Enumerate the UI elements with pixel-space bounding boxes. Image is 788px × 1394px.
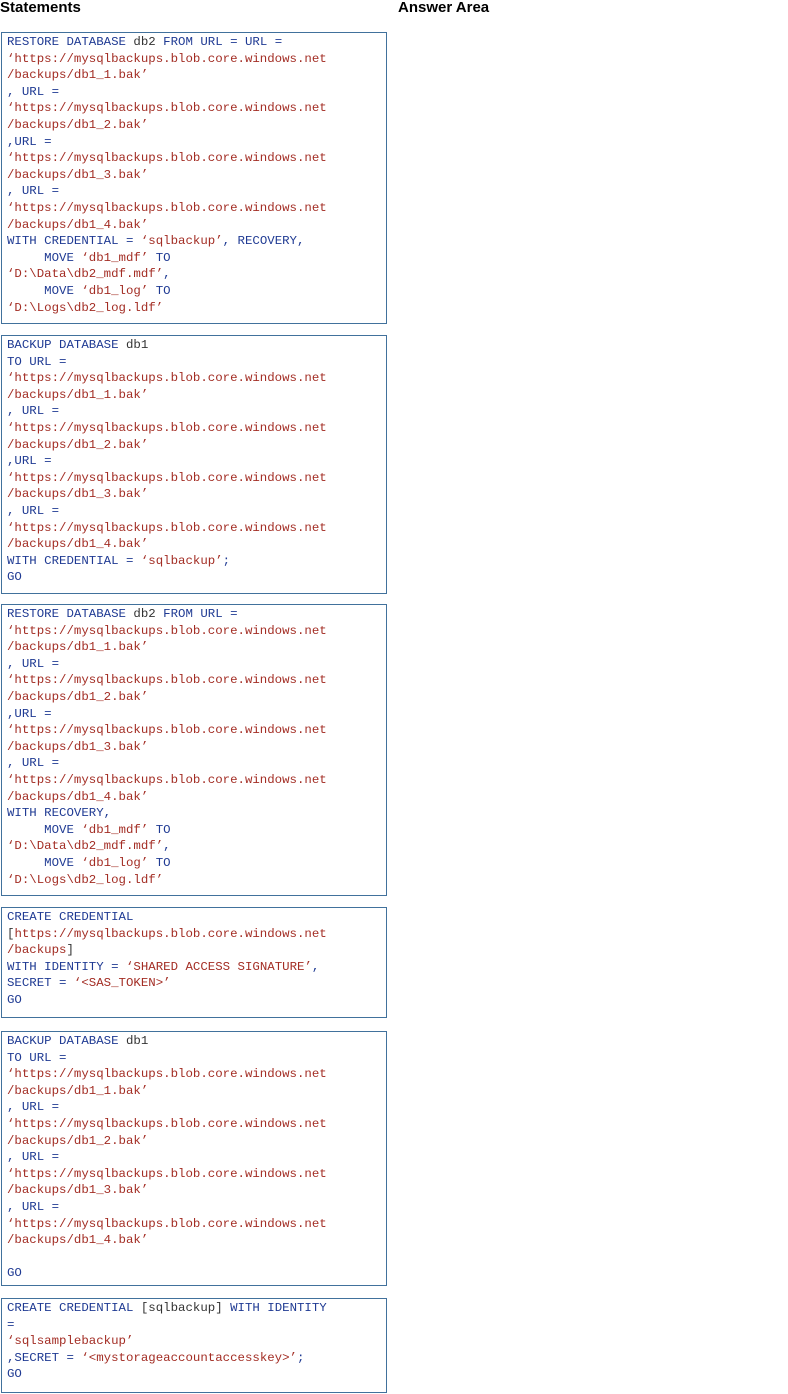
sql-string: ‘D:\Logs\db2_log.ldf’ bbox=[7, 872, 164, 887]
code-line bbox=[7, 569, 386, 586]
sql-keyword: ,URL = bbox=[7, 706, 52, 721]
sql-string: ‘https://mysqlbackups.blob.core.windows.net bbox=[7, 723, 327, 738]
code-line bbox=[7, 1350, 386, 1367]
sql-string: ‘<SAS_TOKEN>’ bbox=[73, 976, 171, 991]
code-line bbox=[7, 1133, 386, 1150]
statement-box-backup-database[interactable] bbox=[1, 1031, 387, 1286]
code-line bbox=[7, 150, 386, 167]
code-line bbox=[7, 789, 386, 806]
code-line bbox=[7, 1300, 386, 1317]
code-line bbox=[7, 453, 386, 470]
sql-string: https://mysqlbackups.blob.core.windows.net bbox=[14, 926, 327, 941]
code-line bbox=[7, 1317, 386, 1334]
sql-keyword: CREATE CREDENTIAL bbox=[7, 910, 134, 924]
code-line bbox=[7, 503, 386, 520]
sql-string: ‘https://mysqlbackups.blob.core.windows.net bbox=[7, 470, 327, 485]
code-line bbox=[7, 536, 386, 553]
sql-keyword: , URL = bbox=[7, 503, 60, 518]
sql-string: /backups/db1_2.bak’ bbox=[7, 1133, 149, 1148]
code-line bbox=[7, 403, 386, 420]
sql-keyword: GO bbox=[7, 570, 22, 585]
sql-string: ‘https://mysqlbackups.blob.core.windows.net bbox=[7, 1216, 327, 1231]
sql-string: ‘https://mysqlbackups.blob.core.windows.net bbox=[7, 520, 327, 535]
sql-keyword: GO bbox=[7, 1266, 22, 1281]
sql-string: ‘https://mysqlbackups.blob.core.windows.net bbox=[7, 101, 327, 116]
code-line bbox=[7, 1033, 386, 1050]
sql-keyword: = bbox=[7, 1317, 15, 1332]
code-line bbox=[7, 167, 386, 184]
sql-keyword: TO URL = bbox=[7, 1050, 67, 1065]
code-line bbox=[7, 755, 386, 772]
sql-string: ‘D:\Logs\db2_log.ldf’ bbox=[7, 300, 164, 315]
code-line bbox=[7, 689, 386, 706]
sql-string: ‘https://mysqlbackups.blob.core.windows.net bbox=[7, 772, 327, 787]
code-line bbox=[7, 233, 386, 250]
sql-keyword: , URL = bbox=[7, 1100, 60, 1115]
sql-string: ‘https://mysqlbackups.blob.core.windows.net bbox=[7, 200, 327, 215]
sql-keyword: , bbox=[163, 267, 171, 282]
code-line bbox=[7, 672, 386, 689]
sql-string: ‘sqlbackup’ bbox=[140, 553, 223, 568]
code-line bbox=[7, 1099, 386, 1116]
code-line bbox=[7, 420, 386, 437]
code-line bbox=[7, 872, 386, 889]
sql-keyword: GO bbox=[7, 992, 22, 1007]
statement-box-restore-with-recovery[interactable] bbox=[1, 604, 387, 896]
sql-string: /backups/db1_1.bak’ bbox=[7, 387, 149, 402]
answer-area-heading: Answer Area bbox=[398, 0, 490, 16]
code-line bbox=[7, 606, 386, 623]
code-line bbox=[7, 1265, 386, 1282]
sql-string: /backups/db1_4.bak’ bbox=[7, 789, 149, 804]
sql-keyword: FROM URL = bbox=[163, 607, 238, 621]
sql-string: ‘D:\Data\db2_mdf.mdf’ bbox=[7, 267, 164, 282]
sql-string: /backups/db1_1.bak’ bbox=[7, 68, 149, 83]
sql-keyword: MOVE bbox=[7, 250, 82, 265]
sql-string: ‘https://mysqlbackups.blob.core.windows.net bbox=[7, 371, 327, 386]
code-line bbox=[7, 283, 386, 300]
code-line bbox=[7, 337, 386, 354]
sql-string: /backups/db1_3.bak’ bbox=[7, 487, 149, 502]
code-line bbox=[7, 300, 386, 317]
sql-keyword: SECRET = bbox=[7, 976, 74, 991]
sql-keyword: , URL = bbox=[7, 1150, 60, 1165]
sql-keyword: , RECOVERY, bbox=[222, 234, 305, 249]
sql-keyword: TO URL = bbox=[7, 354, 67, 369]
sql-keyword: , URL = bbox=[7, 1199, 60, 1214]
code-line bbox=[7, 855, 386, 872]
sql-identifier: db1 bbox=[125, 338, 149, 352]
code-line bbox=[7, 1066, 386, 1083]
code-line bbox=[7, 1182, 386, 1199]
sql-keyword: ,URL = bbox=[7, 454, 52, 469]
code-line bbox=[7, 805, 386, 822]
sql-string: ‘sqlsamplebackup’ bbox=[7, 1334, 134, 1349]
code-line bbox=[7, 772, 386, 789]
sql-keyword: ,SECRET = bbox=[7, 1350, 82, 1365]
code-line bbox=[7, 992, 386, 1009]
sql-string: /backups/db1_3.bak’ bbox=[7, 739, 149, 754]
code-line bbox=[7, 909, 386, 926]
sql-string: /backups/db1_4.bak’ bbox=[7, 537, 149, 552]
code-line bbox=[7, 100, 386, 117]
sql-identifier: ] bbox=[66, 943, 74, 958]
sql-keyword: MOVE bbox=[7, 283, 82, 298]
code-line bbox=[7, 656, 386, 673]
statements-heading: Statements bbox=[0, 0, 81, 16]
sql-string: ‘db1_log’ bbox=[81, 283, 149, 298]
code-line bbox=[7, 200, 386, 217]
sql-string: ‘D:\Data\db2_mdf.mdf’ bbox=[7, 839, 164, 854]
code-line bbox=[7, 217, 386, 234]
sql-string: ‘SHARED ACCESS SIGNATURE’ bbox=[125, 959, 312, 974]
code-line bbox=[7, 822, 386, 839]
code-line bbox=[7, 1333, 386, 1350]
code-line bbox=[7, 266, 386, 283]
sql-keyword: ; bbox=[297, 1350, 305, 1365]
sql-string: ‘https://mysqlbackups.blob.core.windows.net bbox=[7, 151, 327, 166]
code-line bbox=[7, 1083, 386, 1100]
sql-keyword: , URL = bbox=[7, 756, 60, 771]
code-line bbox=[7, 1166, 386, 1183]
code-line bbox=[7, 183, 386, 200]
code-line bbox=[7, 926, 386, 943]
statement-box-backup-with-credential[interactable] bbox=[1, 335, 387, 594]
sql-keyword: , bbox=[163, 839, 171, 854]
code-line bbox=[7, 639, 386, 656]
sql-string: ‘<mystorageaccountaccesskey>’ bbox=[81, 1350, 297, 1365]
sql-keyword: TO bbox=[148, 822, 171, 837]
code-line bbox=[7, 134, 386, 151]
sql-string: ‘db1_mdf’ bbox=[81, 822, 149, 837]
sql-keyword: WITH RECOVERY, bbox=[7, 806, 112, 821]
sql-string: ‘https://mysqlbackups.blob.core.windows.net bbox=[7, 623, 327, 638]
sql-keyword: MOVE bbox=[7, 855, 82, 870]
sql-string: ‘https://mysqlbackups.blob.core.windows.net bbox=[7, 1166, 327, 1181]
sql-string: /backups/db1_3.bak’ bbox=[7, 1183, 149, 1198]
sql-keyword: TO bbox=[148, 250, 171, 265]
sql-keyword: WITH IDENTITY bbox=[230, 1301, 327, 1315]
sql-keyword: , bbox=[311, 959, 320, 974]
sql-keyword: TO bbox=[148, 855, 171, 870]
sql-string: /backups/db1_2.bak’ bbox=[7, 689, 149, 704]
sql-keyword: FROM URL = URL = bbox=[163, 35, 283, 49]
code-line bbox=[7, 553, 386, 570]
code-line bbox=[7, 1199, 386, 1216]
sql-keyword: WITH CREDENTIAL = bbox=[7, 553, 141, 568]
sql-keyword: BACKUP DATABASE bbox=[7, 1034, 126, 1048]
code-line bbox=[7, 942, 386, 959]
code-line bbox=[7, 354, 386, 371]
code-line bbox=[7, 959, 386, 976]
sql-keyword: RESTORE DATABASE bbox=[7, 607, 134, 621]
sql-string: ‘https://mysqlbackups.blob.core.windows.net bbox=[7, 1067, 327, 1082]
code-line bbox=[7, 520, 386, 537]
sql-string: ‘db1_mdf’ bbox=[81, 250, 149, 265]
sql-keyword: GO bbox=[7, 1367, 22, 1382]
sql-string: /backups/db1_3.bak’ bbox=[7, 167, 149, 182]
sql-keyword: WITH IDENTITY = bbox=[7, 959, 126, 974]
statement-box-create-key-credential[interactable] bbox=[1, 1298, 387, 1393]
code-line bbox=[7, 1216, 386, 1233]
sql-keyword: ; bbox=[222, 553, 231, 568]
code-line bbox=[7, 387, 386, 404]
sql-keyword: CREATE CREDENTIAL bbox=[7, 1301, 141, 1315]
code-line bbox=[7, 370, 386, 387]
sql-string: /backups/db1_2.bak’ bbox=[7, 437, 149, 452]
code-line bbox=[7, 838, 386, 855]
sql-string: ‘db1_log’ bbox=[81, 855, 149, 870]
code-line bbox=[7, 250, 386, 267]
sql-keyword: , URL = bbox=[7, 184, 60, 199]
sql-keyword: TO bbox=[148, 283, 171, 298]
code-line bbox=[7, 739, 386, 756]
statement-box-restore-with-credential[interactable] bbox=[1, 32, 387, 324]
sql-identifier: db2 bbox=[133, 607, 164, 621]
sql-string: ‘https://mysqlbackups.blob.core.windows.net bbox=[7, 51, 327, 66]
statement-box-create-sas-credential[interactable] bbox=[1, 907, 387, 1018]
code-line bbox=[7, 486, 386, 503]
code-line bbox=[7, 1050, 386, 1067]
code-line bbox=[7, 67, 386, 84]
code-line bbox=[7, 84, 386, 101]
sql-keyword: BACKUP DATABASE bbox=[7, 338, 126, 352]
code-line bbox=[7, 51, 386, 68]
code-line bbox=[7, 706, 386, 723]
sql-string: /backups/db1_4.bak’ bbox=[7, 217, 149, 232]
code-line bbox=[7, 623, 386, 640]
sql-identifier: db1 bbox=[125, 1034, 149, 1048]
code-line bbox=[7, 1149, 386, 1166]
sql-identifier: [ bbox=[7, 926, 15, 941]
code-line bbox=[7, 117, 386, 134]
code-line bbox=[7, 975, 386, 992]
sql-string: /backups bbox=[7, 943, 67, 958]
sql-identifier: [sqlbackup] bbox=[140, 1301, 231, 1315]
code-line bbox=[7, 1249, 386, 1266]
sql-keyword: MOVE bbox=[7, 822, 82, 837]
sql-keyword: , URL = bbox=[7, 404, 60, 419]
code-line bbox=[7, 722, 386, 739]
sql-string: ‘https://mysqlbackups.blob.core.windows.net bbox=[7, 1116, 327, 1131]
code-line bbox=[7, 1116, 386, 1133]
sql-string: ‘https://mysqlbackups.blob.core.windows.net bbox=[7, 420, 327, 435]
sql-string: /backups/db1_1.bak’ bbox=[7, 1083, 149, 1098]
sql-keyword: WITH CREDENTIAL = bbox=[7, 234, 141, 249]
sql-keyword: , URL = bbox=[7, 84, 60, 99]
sql-string: ‘sqlbackup’ bbox=[140, 234, 223, 249]
sql-identifier: db2 bbox=[133, 35, 164, 49]
sql-keyword: , URL = bbox=[7, 656, 60, 671]
code-line bbox=[7, 1366, 386, 1383]
sql-string: ‘https://mysqlbackups.blob.core.windows.net bbox=[7, 673, 327, 688]
sql-keyword: ,URL = bbox=[7, 134, 52, 149]
sql-string: /backups/db1_2.bak’ bbox=[7, 117, 149, 132]
code-line bbox=[7, 1232, 386, 1249]
sql-keyword: RESTORE DATABASE bbox=[7, 35, 134, 49]
code-line bbox=[7, 34, 386, 51]
code-line bbox=[7, 437, 386, 454]
sql-string: /backups/db1_1.bak’ bbox=[7, 640, 149, 655]
code-line bbox=[7, 470, 386, 487]
sql-string: /backups/db1_4.bak’ bbox=[7, 1233, 149, 1248]
